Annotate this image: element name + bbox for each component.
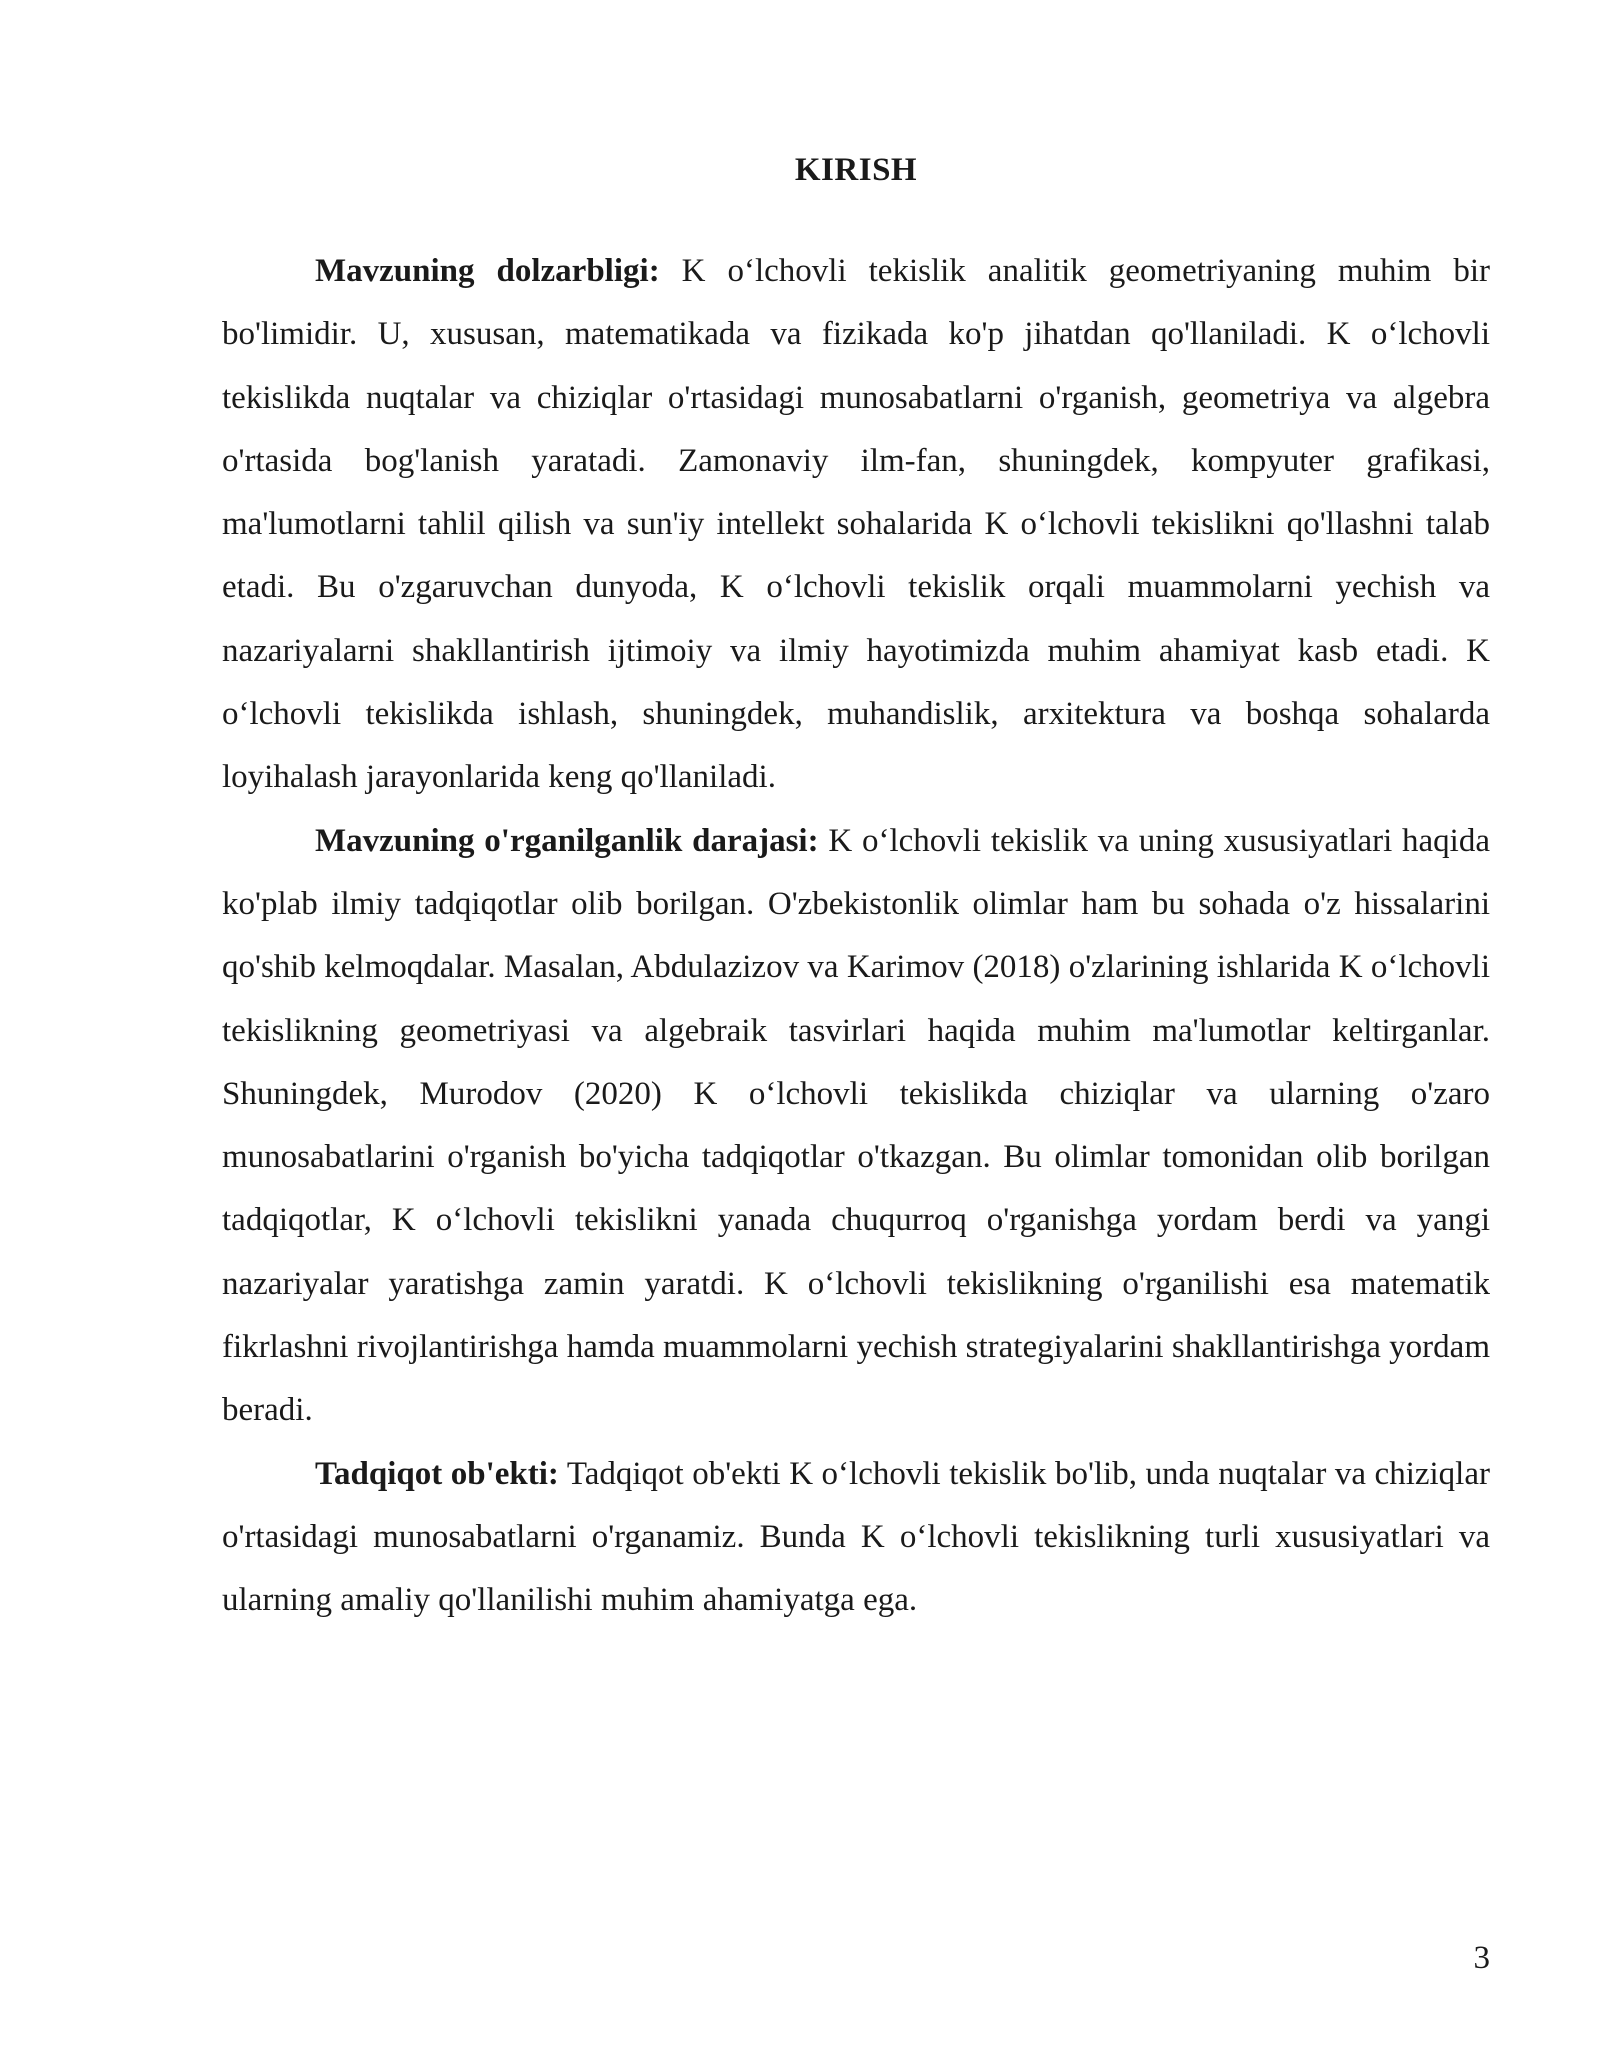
paragraph-heading: Mavzuning o'rganilganlik darajasi:: [315, 822, 819, 859]
paragraph-research-level: [222, 810, 1490, 1443]
page-title: KIRISH: [794, 152, 918, 188]
paragraph-body: K o‘lchovli tekislik va uning xususiyatlari haqida ko'plab ilmiy tadqiqotlar olib borilgan. O'zbekistonlik olimlar ham bu sohada o'z hissalarini qo'shib kelmoqdalar. Masalan, Abdulazizov va Karimov (2018) o'zlarining ishlarida K o‘lchovli tekislikning geometriyasi va algebraik tasvirlari haqida muhim ma'lumotlar keltirganlar. Shuningdek, Murodov (2020) K o‘lchovli tekislikda chiziqlar va ularning o'zaro munosabatlarini o'rganish bo'yicha tadqiqotlar o'tkazgan. Bu olimlar tomonidan olib borilgan tadqiqotlar, K o‘lchovli tekislikni yanada chuqurroq o'rganishga yordam berdi va yangi nazariyalar yaratishga zamin yaratdi. K o‘lchovli tekislikning o'rganilishi esa matematik fikrlashni rivojlantirishga hamda muammolarni yechish strategiyalarini shakllantirishga yordam beradi.: [222, 822, 1490, 1429]
document-page: [222, 146, 1490, 1633]
paragraph-heading: Mavzuning dolzarbligi:: [315, 253, 660, 289]
page-number: 3: [1473, 1940, 1490, 1976]
paragraph-body: Tadqiqot ob'ekti K o‘lchovli tekislik bo'lib, unda nuqtalar va chiziqlar o'rtasidagi munosabatlarni o'rganamiz. Bunda K o‘lchovli tekislikning turli xususiyatlari va ularning amaliy qo'llanilishi muhim ahamiyatga ega.: [222, 1455, 1490, 1619]
paragraph-body: K o‘lchovli tekislik analitik geometriyaning muhim bir bo'limidir. U, xususan, matematikada va fizikada ko'p jihatdan qo'llaniladi. K o‘lchovli tekislikda nuqtalar va chiziqlar o'rtasidagi munosabatlarni o'rganish, geometriya va algebra o'rtasida bog'lanish yaratadi. Zamonaviy ilm-fan, shuningdek, kompyuter grafikasi, ma'lumotlarni tahlil qilish va sun'iy intellekt sohalarida K o‘lchovli tekislikni qo'llashni talab etadi. Bu o'zgaruvchan dunyoda, K o‘lchovli tekislik orqali muammolarni yechish va nazariyalarni shakllantirish ijtimoiy va ilmiy hayotimizda muhim ahamiyat kasb etadi. K o‘lchovli tekislikda ishlash, shuningdek, muhandislik, arxitektura va boshqa sohalarda loyihalash jarayonlarida keng qo'llaniladi.: [222, 253, 1491, 796]
paragraph-heading: Tadqiqot ob'ekti:: [315, 1455, 559, 1492]
paragraph-relevance: [222, 240, 1490, 810]
paragraph-research-object: [222, 1443, 1490, 1633]
